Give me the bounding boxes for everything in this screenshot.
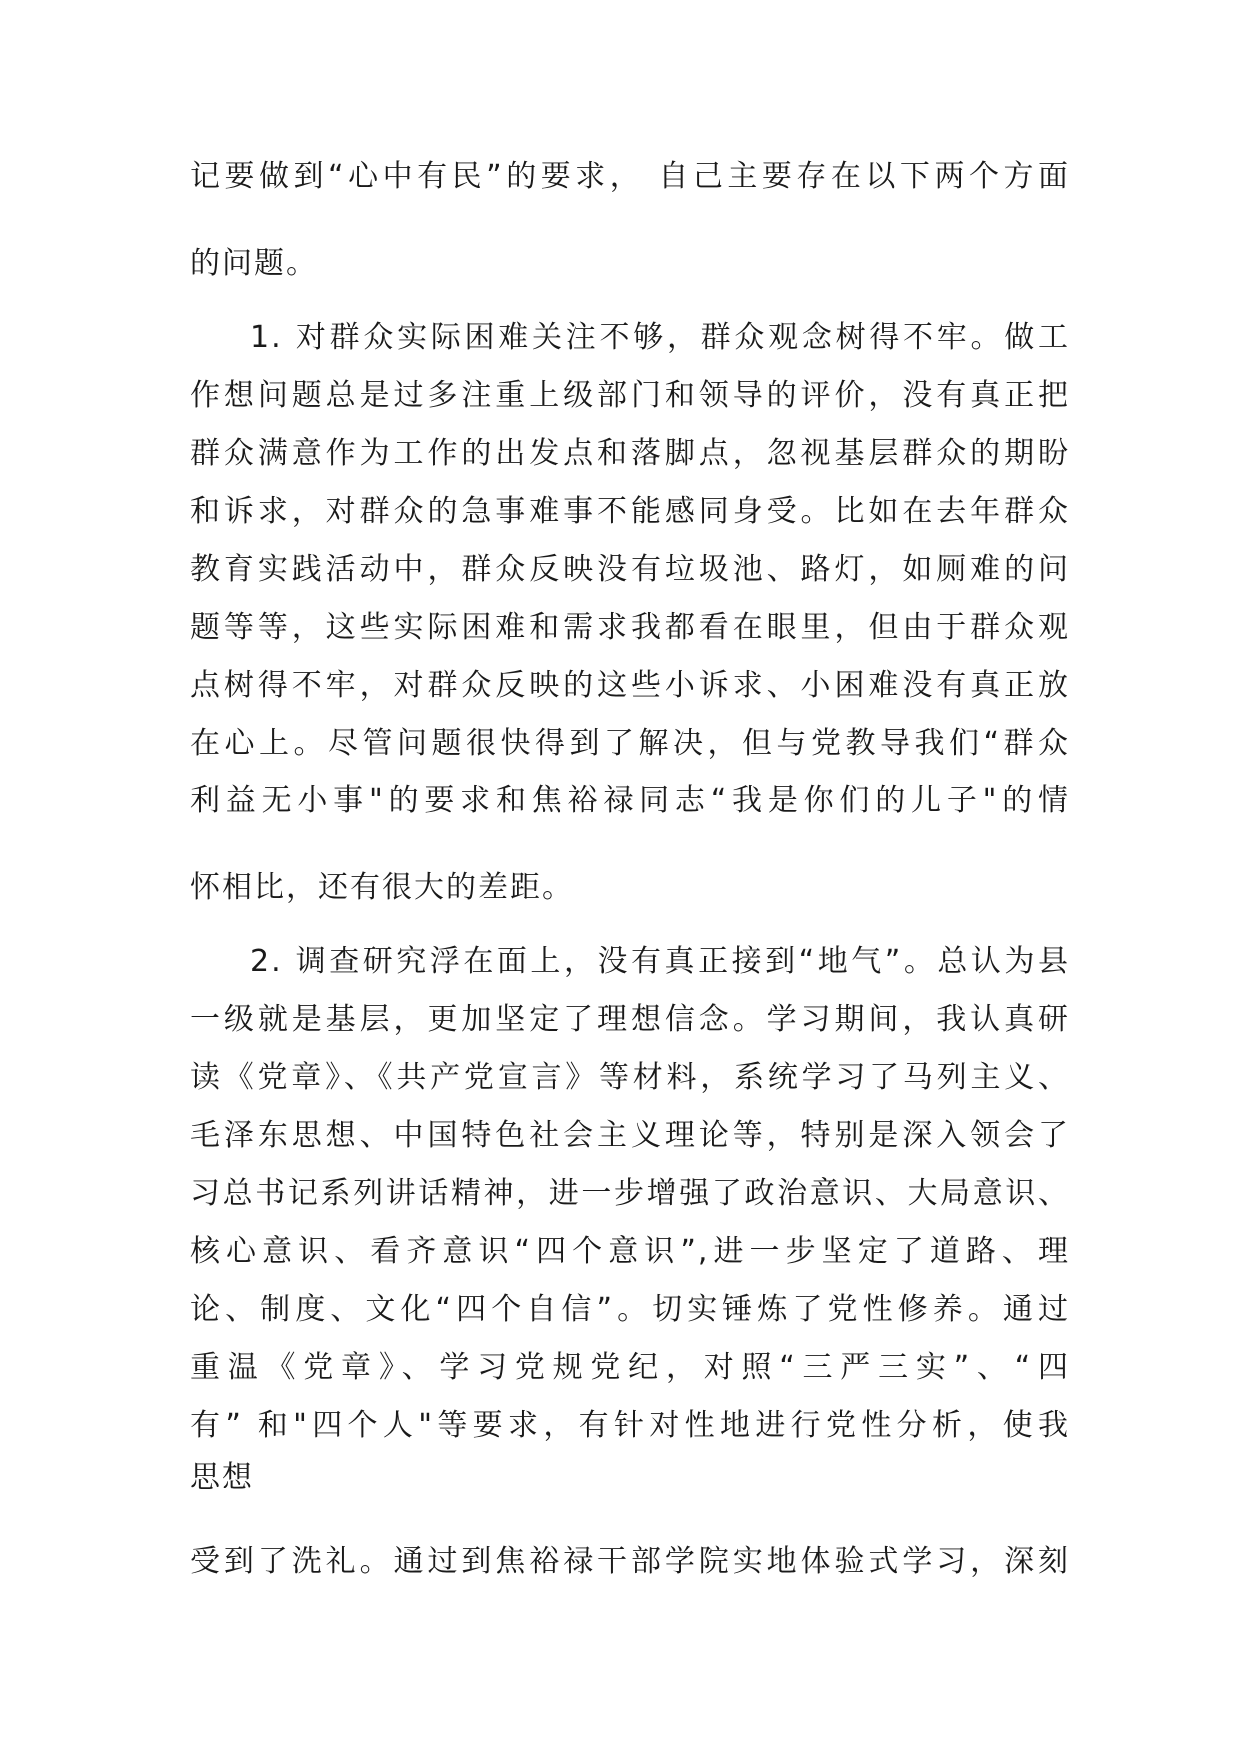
text-line: 有” 和"四个人"等要求，有针对性地进行党性分析，使我 <box>190 1408 1070 1443</box>
text-line: 论、制度、文化“四个自信”。切实锤炼了党性修养。通过 <box>190 1292 1070 1327</box>
text-line: 受到了洗礼。通过到焦裕禄干部学院实地体验式学习，深刻 <box>190 1544 1070 1579</box>
text-line: 作想问题总是过多注重上级部门和领导的评价，没有真正把 <box>190 378 1070 413</box>
text-line: 记要做到“心中有民”的要求， 自己主要存在以下两个方面 <box>190 159 1070 194</box>
text-line: 毛泽东思想、中国特色社会主义理论等，特别是深入领会了 <box>190 1118 1070 1153</box>
text-line: 教育实践活动中，群众反映没有垃圾池、路灯，如厕难的问 <box>190 552 1070 587</box>
text-line: 一级就是基层，更加坚定了理想信念。学习期间，我认真研 <box>190 1002 1070 1037</box>
text-line: 题等等，这些实际困难和需求我都看在眼里，但由于群众观 <box>190 610 1070 645</box>
text-line: 核心意识、看齐意识“四个意识”,进一步坚定了道路、理 <box>190 1234 1070 1269</box>
text-line: 习总书记系列讲话精神，进一步增强了政治意识、大局意识、 <box>190 1176 1070 1211</box>
text-line: 重温《党章》、学习党规党纪，对照“三严三实”、“四 <box>190 1350 1070 1385</box>
text-line: 点树得不牢，对群众反映的这些小诉求、小困难没有真正放 <box>190 668 1070 703</box>
text-line: 怀相比，还有很大的差距。 <box>190 870 574 905</box>
text-line: 群众满意作为工作的出发点和落脚点，忽视基层群众的期盼 <box>190 436 1070 471</box>
text-line: 利益无小事"的要求和焦裕禄同志“我是你们的儿子"的情 <box>190 783 1070 818</box>
text-line: 思想 <box>190 1460 254 1495</box>
paragraph-1-heading-line: 1. 对群众实际困难关注不够，群众观念树得不牢。做工 <box>250 320 1070 355</box>
paragraph-2-heading-line: 2. 调查研究浮在面上，没有真正接到“地气”。总认为县 <box>250 944 1070 979</box>
text-line: 的问题。 <box>190 246 318 281</box>
text-line: 读《党章》、《共产党宣言》等材料，系统学习了马列主义、 <box>190 1060 1070 1095</box>
text-line: 在心上。尽管问题很快得到了解决，但与党教导我们“群众 <box>190 726 1070 761</box>
text-line: 和诉求，对群众的急事难事不能感同身受。比如在去年群众 <box>190 494 1070 529</box>
